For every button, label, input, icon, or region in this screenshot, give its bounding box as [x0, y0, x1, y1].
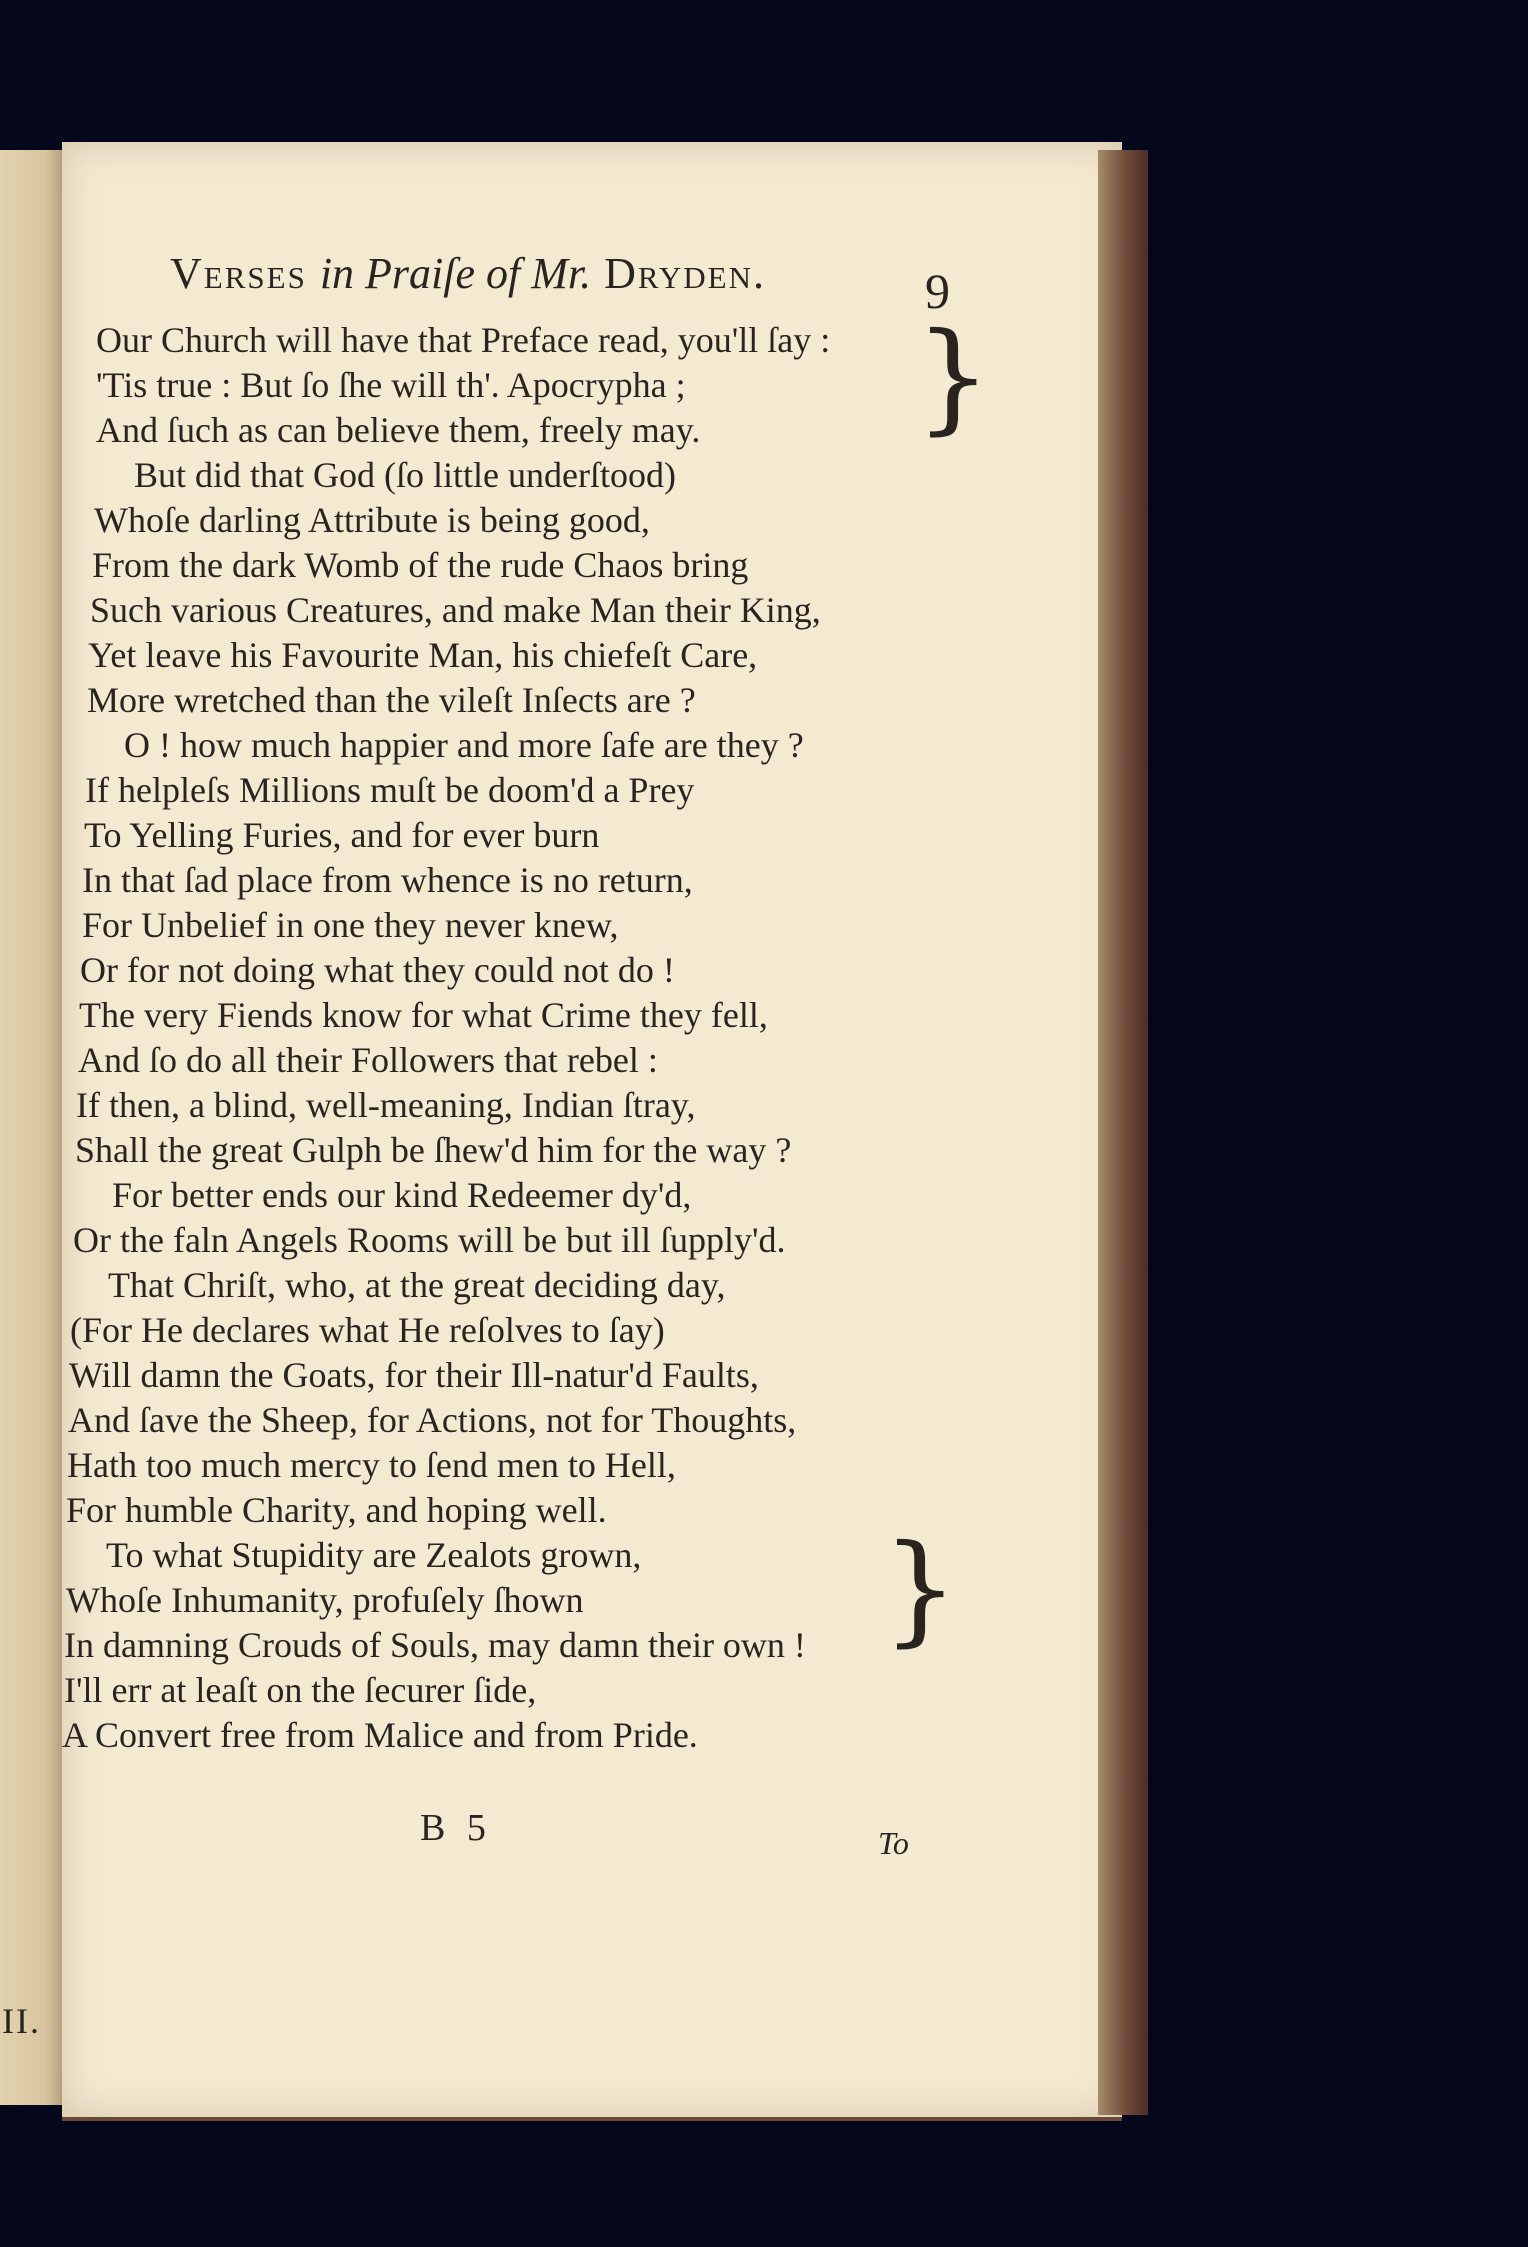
poem-line: (For He declares what He reſolves to ſay) — [70, 1310, 665, 1350]
signature-mark: B 5 — [420, 1807, 492, 1849]
poem-line: Our Church will have that Preface read, you'll ſay : — [96, 320, 831, 360]
poem-line: Whoſe darling Attribute is being good, — [94, 500, 650, 540]
triplet-brace-bottom: } — [882, 1520, 959, 1659]
facing-page-text: II. — [2, 2001, 41, 2041]
catchword: To — [878, 1825, 909, 1861]
page-number: 9 — [925, 263, 950, 319]
poem-line: Whoſe Inhumanity, profuſely ſhown — [66, 1580, 584, 1620]
triplet-brace-top: } — [915, 308, 992, 447]
poem-line: If helpleſs Millions muſt be doom'd a Prey — [85, 770, 695, 810]
poem-line: A Convert free from Malice and from Pride. — [62, 1715, 698, 1755]
poem-line: For better ends our kind Redeemer dy'd, — [112, 1175, 692, 1215]
running-header — [170, 248, 970, 299]
poem-line: But did that God (ſo little underſtood) — [134, 455, 676, 495]
poem-line: More wretched than the vileſt Inſects are ? — [87, 680, 696, 720]
poem-line: To Yelling Furies, and for ever burn — [84, 815, 600, 855]
poem-line: The very Fiends know for what Crime they fell, — [79, 995, 768, 1035]
poem-line: And ſuch as can believe them, freely may. — [96, 410, 701, 450]
page-fore-edge — [1098, 150, 1148, 2115]
poem-line: Such various Creatures, and make Man their King, — [90, 590, 821, 630]
poem-line: And ſo do all their Followers that rebel : — [78, 1040, 658, 1080]
poem-line: For humble Charity, and hoping well. — [66, 1490, 607, 1530]
poem-line: That Chriſt, who, at the great deciding day, — [108, 1265, 726, 1305]
poem-line: Shall the great Gulph be ſhew'd him for the way ? — [75, 1130, 792, 1170]
poem-line: Or the faln Angels Rooms will be but ill ſupply'd. — [73, 1220, 786, 1260]
poem-line: And ſave the Sheep, for Actions, not for Thoughts, — [68, 1400, 797, 1440]
poem-line: In damning Crouds of Souls, may damn their own ! — [64, 1625, 806, 1665]
poem-line: To what Stupidity are Zealots grown, — [106, 1535, 642, 1575]
poem-line: For Unbelief in one they never knew, — [82, 905, 619, 945]
header-verses: Verses — [170, 249, 307, 298]
poem-line: I'll err at leaſt on the ſecurer ſide, — [64, 1670, 537, 1710]
header-dryden: Dryden. — [604, 249, 766, 298]
poem-line: Or for not doing what they could not do ! — [80, 950, 675, 990]
poem-line: Yet leave his Favourite Man, his chiefeſt Care, — [88, 635, 758, 675]
poem-line: From the dark Womb of the rude Chaos bring — [92, 545, 749, 585]
poem-line: Will damn the Goats, for their Ill-natur'd Faults, — [69, 1355, 759, 1395]
poem-line: If then, a blind, well-meaning, Indian ſtray, — [76, 1085, 696, 1125]
poem-line: Hath too much mercy to ſend men to Hell, — [67, 1445, 676, 1485]
poem-line: 'Tis true : But ſo ſhe will th'. Apocrypha ; — [96, 365, 686, 405]
poem-line: In that ſad place from whence is no return, — [82, 860, 693, 900]
poem-line: O ! how much happier and more ſafe are they ? — [124, 725, 804, 765]
header-in-praise: in Praiſe of Mr. — [319, 249, 592, 298]
